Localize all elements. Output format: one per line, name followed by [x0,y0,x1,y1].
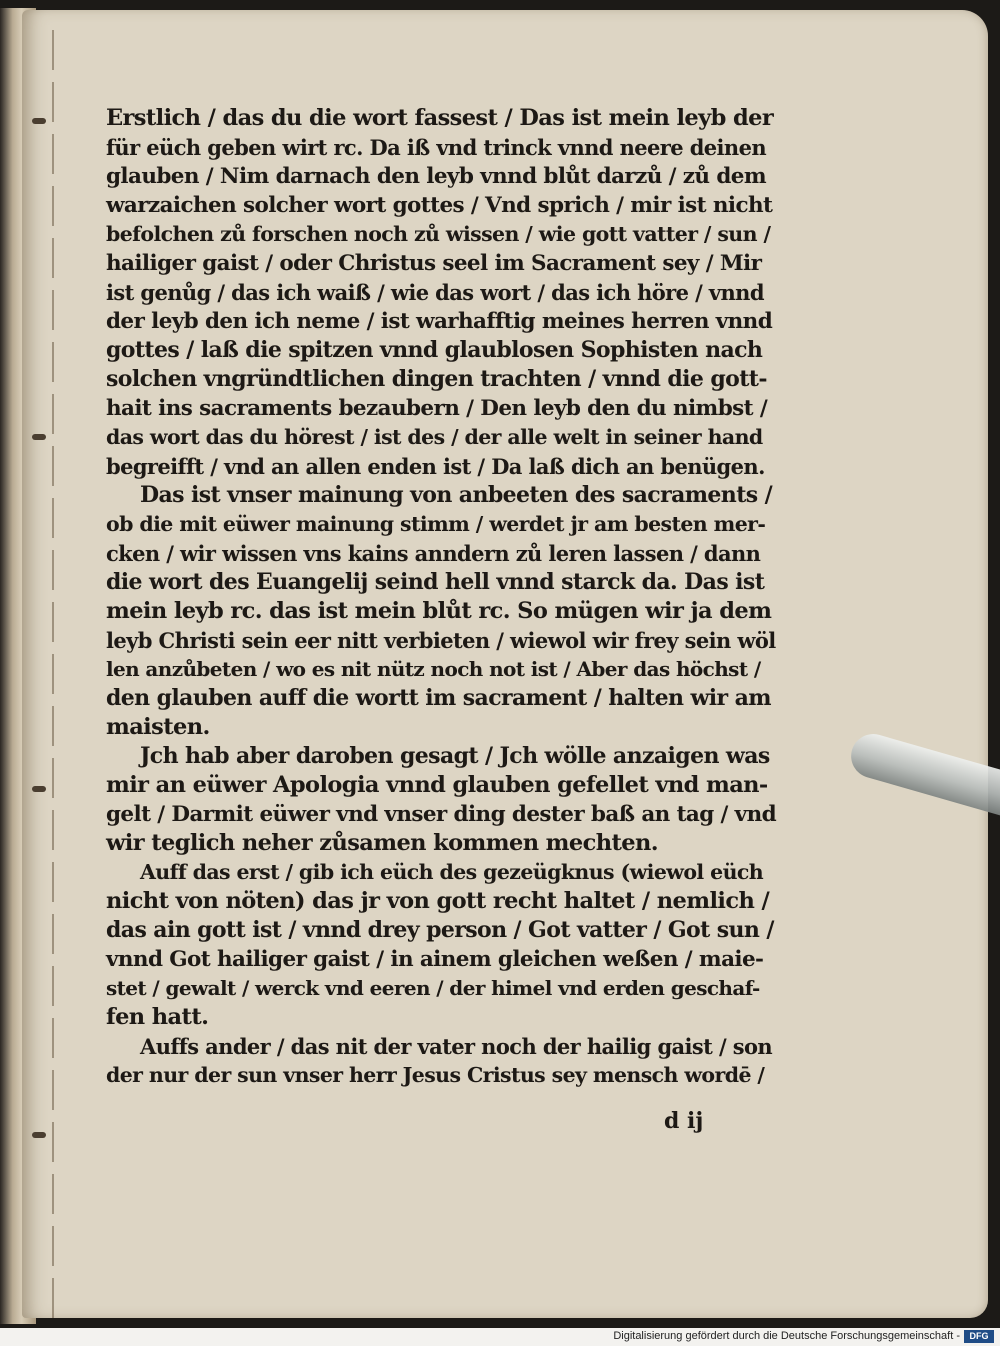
text-line: Das ist vnser mainung von anbeeten des sacraments / [140,482,773,508]
footer-credit: Digitalisierung gefördert durch die Deutsche Forschungsgemeinschaft - [613,1330,960,1342]
text-line: solchen vngründtlichen dingen trachten / vnnd die gott- [106,366,767,392]
binding-stitch [32,118,46,124]
text-line: maisten. [106,714,210,740]
text-line: hailiger gaist / oder Christus seel im Sacrament sey / Mir [106,251,762,276]
text-line: die wort des Euangelij seind hell vnnd starck da. Das ist [106,569,765,595]
text-line: warzaichen solcher wort gottes / Vnd sprich / mir ist nicht [106,193,773,218]
text-line: nicht von nöten) das jr von gott recht haltet / nemlich / [106,888,770,914]
text-line: ist genůg / das ich waiß / wie das wort / das ich höre / vnnd [106,280,764,305]
text-line: Auff das erst / gib ich eüch des gezeügknus (wiewol eüch [140,860,764,884]
text-line: mir an eüwer Apologia vnnd glauben gefellet vnd man- [106,772,768,798]
text-line: Erstlich / das du die wort fassest / Das ist mein leyb der [106,105,774,131]
text-line: len anzůbeten / wo es nit nütz noch not ist / Aber das höchst / [106,657,761,681]
text-line: wir teglich neher zůsamen kommen mechten. [106,830,658,856]
text-line: glauben / Nim darnach den leyb vnnd blůt darzů / zů dem [106,164,766,189]
dfg-logo: DFG [964,1330,994,1343]
text-line: cken / wir wissen vns kains anndern zů leren lassen / dann [106,541,761,566]
text-line: gelt / Darmit eüwer vnd vnser ding dester baß an tag / vnd [106,802,777,827]
binding-gutter [52,30,54,1320]
text-line: befolchen zů forschen noch zů wissen / wie gott vatter / sun / [106,222,771,246]
text-line: der nur der sun vnser herr Jesus Cristus sey mensch wordē / [106,1063,765,1087]
text-line: vnnd Got hailiger gaist / in ainem gleichen weßen / maie- [106,947,764,972]
text-line: Jch hab aber daroben gesagt / Jch wölle anzaigen was [140,743,770,769]
text-line: hait ins sacraments bezaubern / Den leyb den du nimbst / [106,396,768,421]
text-line: ob die mit eüwer mainung stimm / werdet jr am besten mer- [106,512,766,536]
text-line: Auffs ander / das nit der vater noch der hailig gaist / son [140,1034,773,1059]
text-line: mein leyb rc. das ist mein blůt rc. So mügen wir ja dem [106,598,772,624]
signature-mark: d ij [664,1108,704,1134]
text-line: begreifft / vnd an allen enden ist / Da laß dich an benügen. [106,454,765,479]
binding-stitch [32,434,46,440]
binding-stitch [32,786,46,792]
text-line: stet / gewalt / werck vnd eeren / der himel vnd erden geschaf- [106,976,760,1000]
text-line: der leyb den ich neme / ist warhafftig meines herren vnnd [106,309,773,334]
body-text [106,104,776,1090]
text-line: das ain gott ist / vnnd drey person / Got vatter / Got sun / [106,917,774,943]
text-line: fen hatt. [106,1004,209,1030]
footer-bar [0,1328,1000,1346]
text-line: das wort das du hörest / ist des / der alle welt in seiner hand [106,425,763,449]
text-line: für eüch geben wirt rc. Da iß vnd trinck vnnd neere deinen [106,135,767,160]
text-line: leyb Christi sein eer nitt verbieten / wiewol wir frey sein wöl [106,628,776,653]
text-line: gottes / laß die spitzen vnnd glaublosen Sophisten nach [106,337,763,363]
text-line: den glauben auff die wortt im sacrament / halten wir am [106,685,771,711]
binding-stitch [32,1132,46,1138]
